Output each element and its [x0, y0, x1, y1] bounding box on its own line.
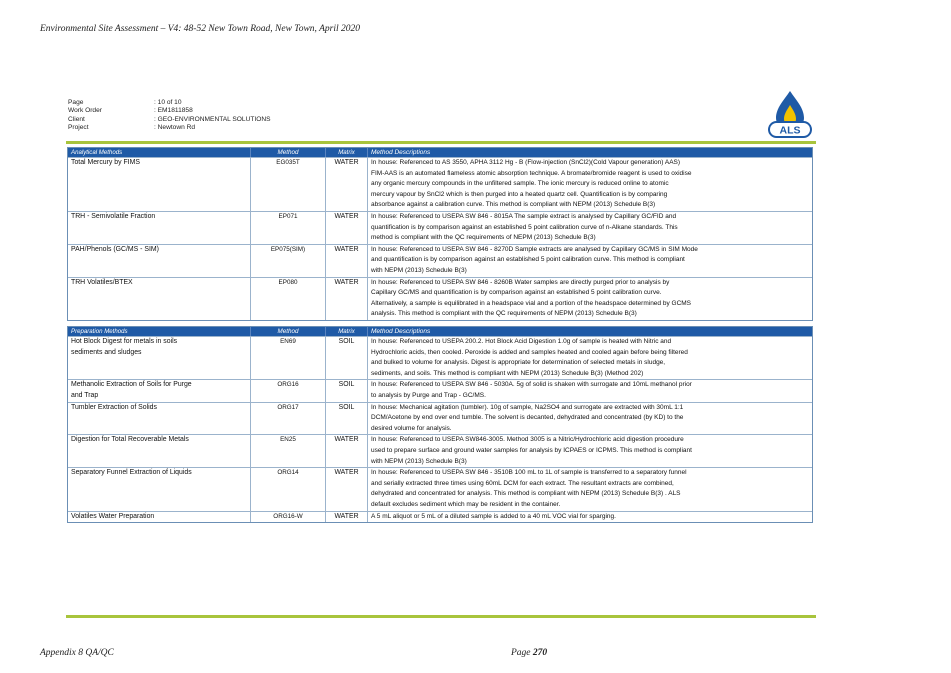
table-row — [68, 336, 812, 379]
method-name-cell — [68, 212, 251, 244]
table-row — [68, 402, 812, 435]
table-row — [68, 467, 812, 510]
method-code-cell: EG035T — [251, 158, 326, 211]
table-row — [68, 434, 812, 467]
method-code-cell: EN69 — [251, 337, 326, 379]
text-line: used to prepare surface and ground water samples for analysis by ICPAES or ICPMS. This method is compliant — [371, 446, 692, 454]
meta-row-work-order — [68, 107, 271, 115]
meta-row-page — [68, 99, 271, 107]
text-line: Volatiles Water Preparation — [71, 512, 155, 520]
col-header-description: Method Descriptions — [371, 149, 431, 156]
text-line: any organic mercury compounds in the unfiltered sample. The ionic mercury is reduced online to atomic — [371, 180, 669, 188]
table-row — [68, 277, 812, 320]
text-line: In house: Referenced to AS 3550, APHA 3112 Hg - B (Flow-injection (SnCl2)(Cold Vapour generation) AAS) — [371, 159, 681, 166]
text-line: Hydrochloric acids, then cooled. Peroxide is added and samples heated and cooled again before being filtered — [371, 348, 688, 356]
description-cell — [368, 380, 812, 401]
meta-label: Page — [68, 99, 84, 106]
meta-value: : 10 of 10 — [154, 99, 182, 106]
text-line: TRH Volatiles/BTEX — [71, 278, 133, 286]
text-line: sediments, and soils. This method is compliant with NEPM (2013) Schedule B(3) (Method 202) — [371, 369, 644, 377]
text-line: Tumbler Extraction of Solids — [71, 403, 157, 411]
matrix-cell: WATER — [326, 278, 368, 320]
text-line: In house: Referenced to USEPA SW 846 - 8260B Water samples are directly purged prior to analysis by — [371, 278, 670, 286]
matrix-cell: SOIL — [326, 337, 368, 379]
matrix-cell: WATER — [326, 468, 368, 510]
text-line: TRH - Semivolatile Fraction — [71, 212, 156, 220]
text-line: In house: Referenced to USEPA 200.2. Hot Block Acid Digestion 1.0g of sample is heated with Nitric and — [371, 338, 672, 345]
matrix-cell: WATER — [326, 435, 368, 467]
text-line: In house: Referenced to USEPA SW 846 - 3510B 100 mL to 1L of sample is transferred to a separatory funnel — [371, 469, 687, 477]
als-logo — [765, 88, 815, 140]
method-code-cell: ORG16 — [251, 380, 326, 401]
method-code-cell: ORG16-W — [251, 512, 326, 523]
method-code-cell: ORG17 — [251, 403, 326, 435]
table-row — [68, 157, 812, 211]
footer-rule — [66, 615, 816, 618]
method-code-cell: EP071 — [251, 212, 326, 244]
matrix-cell: SOIL — [326, 380, 368, 401]
text-line: quantification is by comparison against an established 5 point calibration curve of n-Alkane standards. This — [371, 223, 678, 231]
method-name-cell — [68, 158, 251, 211]
text-line: PAH/Phenols (GC/MS - SIM) — [71, 245, 159, 253]
table-row — [68, 211, 812, 244]
text-line: and Trap — [71, 391, 99, 399]
table-body — [68, 336, 812, 522]
analytical-methods-table — [67, 147, 813, 321]
footer-appendix: Appendix 8 QA/QC — [40, 648, 114, 658]
method-name-cell — [68, 512, 251, 523]
text-line: Alternatively, a sample is equilibrated in a headspace vial and a portion of the headspace determined by GCMS — [371, 299, 692, 307]
text-line: FIM-AAS is an automated flameless atomic absorption technique. A bromate/bromide reagent is used to oxidise — [371, 169, 692, 177]
text-line: default excludes sediment which may be resident in the container. — [371, 500, 561, 508]
meta-row-client — [68, 116, 271, 124]
method-name-cell — [68, 278, 251, 320]
table-row — [68, 244, 812, 277]
description-cell — [368, 158, 812, 211]
method-code-cell: EP075(SIM) — [251, 245, 326, 277]
text-line: Methanolic Extraction of Soils for Purge — [71, 381, 192, 389]
matrix-cell: WATER — [326, 212, 368, 244]
text-line: In house: Mechanical agitation (tumbler). 10g of sample, Na2SO4 and surrogate are extracted with 30mL 1:1 — [371, 403, 684, 411]
col-header-matrix: Matrix — [326, 148, 368, 157]
method-code-cell: ORG14 — [251, 468, 326, 510]
method-code-cell: EP080 — [251, 278, 326, 320]
text-line: Hot Block Digest for metals in soils — [71, 338, 178, 345]
table-row — [68, 511, 812, 523]
description-cell — [368, 245, 812, 277]
col-header-matrix: Matrix — [326, 327, 368, 336]
text-line: DCM/Acetone by end over end tumble. The solvent is decanted, dehydrated and concentrated (by KD) to the — [371, 414, 684, 422]
als-logo-text: ALS — [779, 124, 801, 137]
description-cell — [368, 403, 812, 435]
table-body — [68, 157, 812, 320]
col-header-methods: Analytical Methods — [68, 148, 251, 157]
description-cell — [368, 212, 812, 244]
footer-page-label: Page — [511, 648, 531, 658]
method-name-cell — [68, 380, 251, 401]
table-header — [68, 327, 812, 336]
text-line: absorbance against a calibration curve. This method is compliant with NEPM (2013) Schedule B(3) — [371, 201, 656, 209]
text-line: method is compliant with the QC requirements of NEPM (2013) Schedule B(3) — [371, 234, 596, 242]
text-line: In house: Referenced to USEPA SW 846 - 8270D Sample extracts are analysed by Capillary GC/MS in SIM Mode — [371, 245, 698, 253]
text-line: analysis. This method is compliant with the QC requirements of NEPM (2013) Schedule B(3) — [371, 310, 637, 318]
meta-value: : EM1811858 — [154, 107, 193, 115]
text-line: to analysis by Purge and Trap - GC/MS. — [371, 391, 486, 399]
method-name-cell — [68, 468, 251, 510]
report-meta — [68, 99, 271, 133]
text-line: and bulked to volume for analysis. Digest is appropriate for determination of selected metals in sludge, — [371, 359, 666, 367]
text-line: In house: Referenced to USEPA SW846-3005. Method 3005 is a Nitric/Hydrochloric acid digestion procedure — [371, 436, 684, 444]
matrix-cell: WATER — [326, 158, 368, 211]
method-name-cell — [68, 435, 251, 467]
matrix-cell: SOIL — [326, 403, 368, 435]
text-line: Capillary GC/MS and quantification is by comparison against an established 5 point calibration curve. — [371, 289, 662, 297]
col-header-methods: Preparation Methods — [68, 327, 251, 336]
description-cell — [368, 468, 812, 510]
text-line: with NEPM (2013) Schedule B(3) — [371, 266, 467, 274]
text-line: with NEPM (2013) Schedule B(3) — [371, 457, 467, 465]
method-name-cell — [68, 245, 251, 277]
description-cell — [368, 278, 812, 320]
col-header-method: Method — [251, 148, 326, 157]
col-header-method: Method — [251, 327, 326, 336]
meta-row-project — [68, 124, 271, 132]
footer-page-number — [511, 648, 547, 658]
preparation-methods-table — [67, 326, 813, 523]
text-line: In house: Referenced to USEPA SW 846 - 5030A. 5g of solid is shaken with surrogate and 10mL methanol prior — [371, 381, 692, 389]
method-name-cell — [68, 337, 251, 379]
text-line: A 5 mL aliquot or 5 mL of a diluted sample is added to a 40 mL VOC vial for sparging. — [371, 512, 616, 520]
header-rule — [66, 141, 816, 144]
description-cell — [368, 512, 812, 523]
description-cell — [368, 435, 812, 467]
footer-page-value: 270 — [532, 648, 548, 658]
col-header-description: Method Descriptions — [371, 328, 431, 335]
text-line: Separatory Funnel Extraction of Liquids — [71, 469, 192, 477]
matrix-cell: WATER — [326, 512, 368, 523]
meta-value: : GEO-ENVIRONMENTAL SOLUTIONS — [154, 115, 271, 123]
meta-label: Project — [68, 124, 89, 132]
meta-label: Work Order — [68, 107, 102, 115]
text-line: Digestion for Total Recoverable Metals — [71, 436, 189, 444]
table-row — [68, 379, 812, 401]
document-header: Environmental Site Assessment – V4: 48-52 New Town Road, New Town, April 2020 — [40, 24, 361, 34]
text-line: In house: Referenced to USEPA SW 846 - 8015A The sample extract is analysed by Capillary GC/FID and — [371, 212, 677, 220]
text-line: and quantification is by comparison against an established 5 point calibration curve. This method is compliant — [371, 256, 685, 264]
text-line: Total Mercury by FIMS — [71, 159, 140, 166]
matrix-cell: WATER — [326, 245, 368, 277]
method-name-cell — [68, 403, 251, 435]
meta-value: : Newtown Rd — [154, 124, 196, 132]
text-line: and serially extracted three times using 60mL DCM for each extract. The resultant extracts are combined, — [371, 479, 674, 487]
description-cell — [368, 337, 812, 379]
meta-label: Client — [68, 115, 85, 123]
text-line: sediments and sludges — [71, 348, 142, 356]
table-header — [68, 148, 812, 157]
text-line: desired volume for analysis. — [371, 424, 452, 432]
text-line: mercury vapour by SnCl2 which is then purged into a heated quartz cell. Quantification is by comparing — [371, 190, 668, 198]
method-code-cell: EN25 — [251, 435, 326, 467]
text-line: dehydrated and concentrated for analysis. This method is compliant with NEPM (2013) Schedule B(3) . ALS — [371, 490, 681, 498]
